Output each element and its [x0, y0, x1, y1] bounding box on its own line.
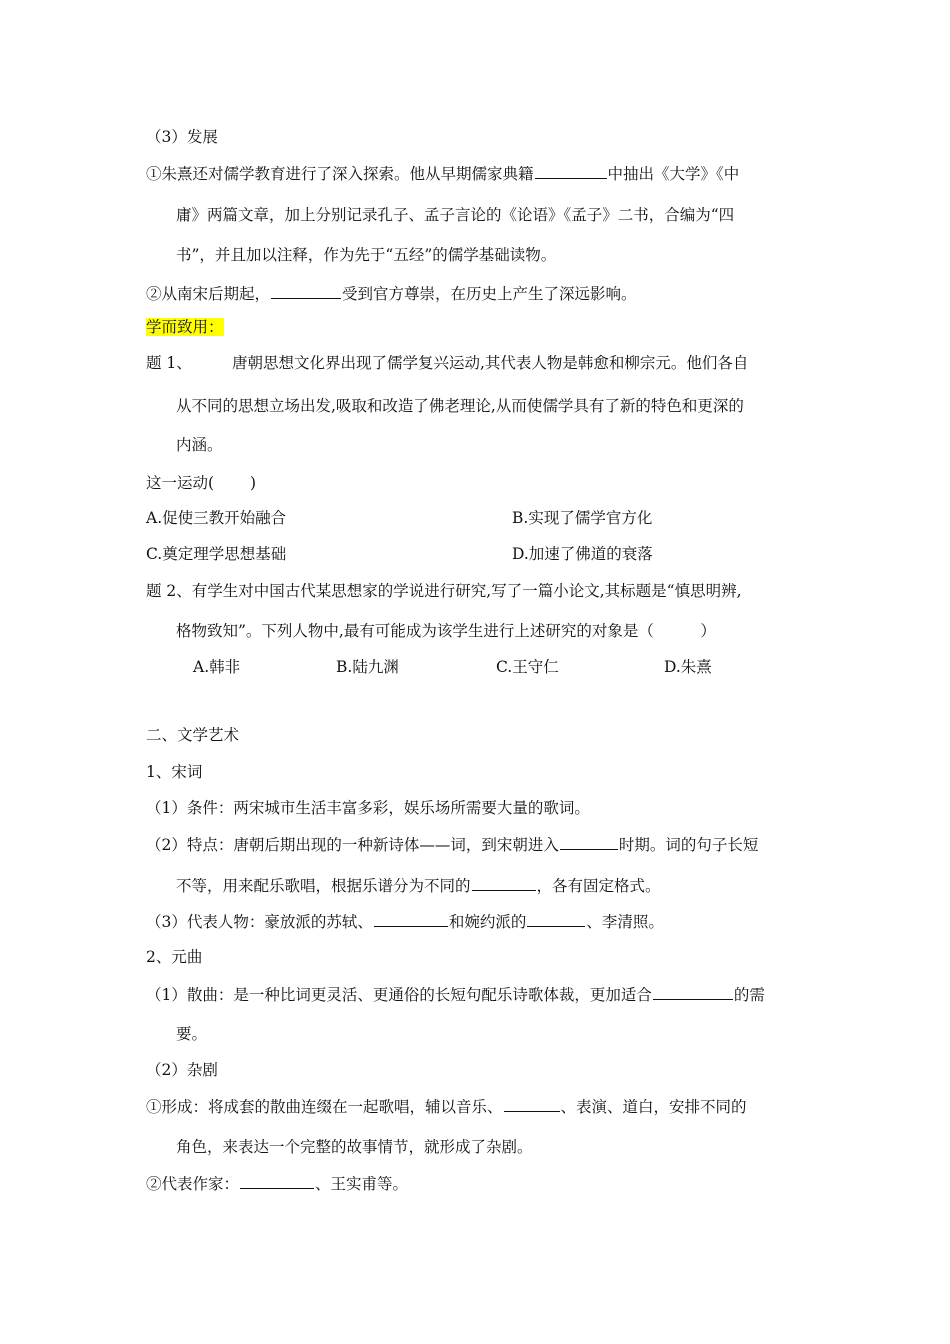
- q1-number: 题 1、: [146, 354, 192, 372]
- answer-blank[interactable]: [271, 282, 341, 299]
- sanqu-text-a: （1）散曲：是一种比词更灵活、更通俗的长短句配乐诗歌体裁，更加适合: [146, 986, 652, 1004]
- features-text-c: 不等，用来配乐歌唱，根据乐谱分为不同的: [176, 877, 471, 895]
- zaju-formation-line2: 角色，来表达一个完整的故事情节，就形成了杂剧。: [176, 1138, 533, 1156]
- q1-option-c[interactable]: C.奠定理学思想基础: [146, 545, 287, 563]
- formation-text-a: ①形成：将成套的散曲连缀在一起歌唱，辅以音乐、: [146, 1098, 503, 1116]
- answer-blank[interactable]: [535, 162, 607, 179]
- authors-text-b: 、王实甫等。: [315, 1175, 409, 1193]
- answer-blank[interactable]: [240, 1172, 314, 1189]
- highlighted-label: 学而致用：: [146, 318, 224, 336]
- features-text-d: ，各有固定格式。: [536, 877, 661, 895]
- q2-option-b[interactable]: B.陆九渊: [336, 658, 399, 676]
- songci-conditions: （1）条件：两宋城市生活丰富多彩，娱乐场所需要大量的歌词。: [146, 799, 590, 817]
- sanqu-line1: [146, 983, 765, 1006]
- songci-heading: 1、宋词: [146, 763, 203, 781]
- q2-line2: 格物致知”。下列人物中,最有可能成为该学生进行上述研究的对象是（ ）: [176, 622, 716, 640]
- q1-option-a[interactable]: A.促使三教开始融合: [146, 509, 287, 527]
- item1-line3: 书”，并且加以注释，作为先于“五经”的儒学基础读物。: [176, 246, 557, 264]
- item2-text-a: ②从南宋后期起，: [146, 285, 271, 303]
- answer-blank[interactable]: [374, 910, 448, 927]
- reps-text-a: （3）代表人物：豪放派的苏轼、: [146, 913, 373, 931]
- answer-blank[interactable]: [560, 833, 618, 850]
- q1-option-d[interactable]: D.加速了佛道的衰落: [512, 545, 653, 563]
- zaju-formation-line1: [146, 1095, 747, 1118]
- answer-blank[interactable]: [504, 1095, 560, 1112]
- q2-option-c[interactable]: C.王守仁: [496, 658, 559, 676]
- literature-heading: 二、文学艺术: [146, 726, 240, 744]
- item1-text-a: ①朱熹还对儒学教育进行了深入探索。他从早期儒家典籍: [146, 165, 534, 183]
- q1-line1: 唐朝思想文化界出现了儒学复兴运动,其代表人物是韩愈和柳宗元。他们各自: [232, 354, 749, 372]
- zaju-authors: [146, 1172, 408, 1195]
- q2-line1: 题 2、有学生对中国古代某思想家的学说进行研究,写了一篇小论文,其标题是“慎思明辨,: [146, 582, 742, 600]
- answer-blank[interactable]: [653, 983, 733, 1000]
- yuanqu-heading: 2、元曲: [146, 948, 203, 966]
- songci-features-line2: [176, 874, 661, 897]
- item2-line: [146, 282, 637, 305]
- q2-option-d[interactable]: D.朱熹: [664, 658, 712, 676]
- q1-stem: 这一运动( ): [146, 474, 257, 492]
- q1-line2: 从不同的思想立场出发,吸取和改造了佛老理论,从而使儒学具有了新的特色和更深的: [176, 397, 744, 415]
- songci-features-line1: [146, 833, 758, 856]
- practice-label: [146, 316, 224, 338]
- item1-line2: 庸》两篇文章，加上分别记录孔子、孟子言论的《论语》《孟子》二书，合编为“四: [176, 206, 735, 224]
- q1-option-b[interactable]: B.实现了儒学官方化: [512, 509, 653, 527]
- reps-text-c: 、李清照。: [586, 913, 664, 931]
- reps-text-b: 和婉约派的: [448, 913, 527, 931]
- zaju-heading: （2）杂剧: [146, 1061, 218, 1079]
- item1-text-b: 中抽出《大学》《中: [607, 165, 740, 183]
- authors-text-a: ②代表作家：: [146, 1175, 240, 1193]
- item2-text-b: 受到官方尊崇，在历史上产生了深远影响。: [342, 285, 637, 303]
- sanqu-line2: 要。: [176, 1025, 208, 1043]
- development-heading: （3）发展: [146, 128, 218, 146]
- answer-blank[interactable]: [527, 910, 585, 927]
- features-text-a: （2）特点：唐朝后期出现的一种新诗体——词，到宋朝进入: [146, 836, 559, 854]
- q1-line3: 内涵。: [176, 436, 223, 454]
- features-text-b: 时期。词的句子长短: [618, 836, 759, 854]
- songci-representatives: [146, 910, 664, 933]
- sanqu-text-b: 的需: [733, 986, 765, 1004]
- formation-text-b: 、表演、道白，安排不同的: [560, 1098, 747, 1116]
- item1-line1: [146, 162, 739, 185]
- q2-option-a[interactable]: A.韩非: [193, 658, 241, 676]
- answer-blank[interactable]: [472, 874, 536, 891]
